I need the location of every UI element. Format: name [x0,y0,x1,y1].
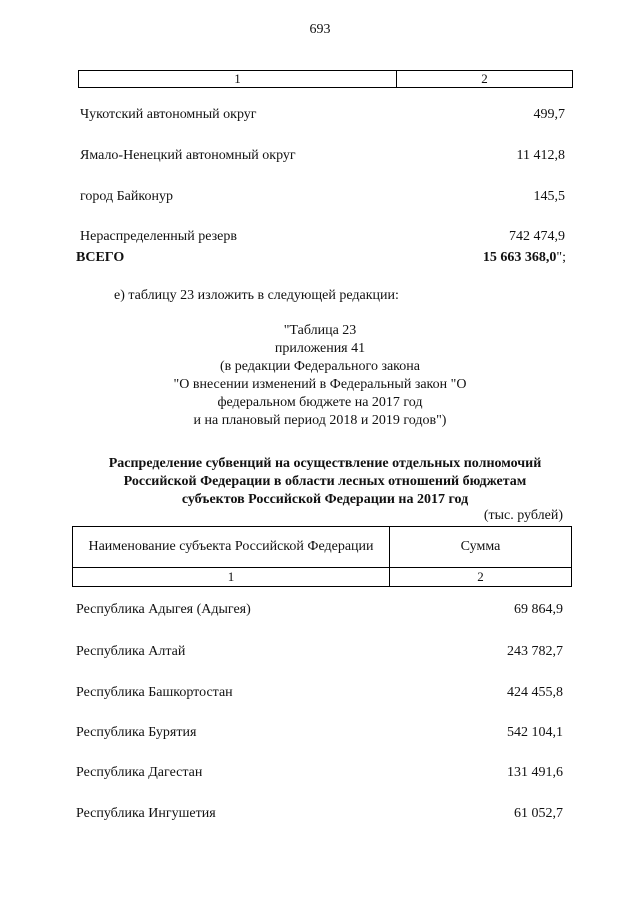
table-row-name: Республика Бурятия [76,725,197,740]
title-line: Российской Федерации в области лесных отношений бюджетам [123,474,527,489]
title-line: Распределение субвенций на осуществление отдельных полномочий [108,456,542,471]
table-row-value: 69 864,9 [514,602,563,617]
page-number: 693 [309,22,331,37]
caption-line: "Таблица 23 [283,323,357,338]
top-table-header [78,70,573,88]
top-row-name: Ямало-Ненецкий автономный округ [80,148,296,163]
table-row-name: Республика Алтай [76,644,186,659]
header-sum-col: Сумма [460,539,501,554]
instruction-text: е) таблицу 23 изложить в следующей редакции: [114,288,399,303]
top-row-value: 742 474,9 [509,229,565,244]
top-row-value: 11 412,8 [516,148,565,163]
table-caption [90,322,550,430]
table-row-name: Республика Башкортостан [76,685,233,700]
table-row-value: 131 491,6 [507,765,563,780]
title-line: субъектов Российской Федерации на 2017 год [181,492,469,507]
caption-line: приложения 41 [274,341,366,356]
top-row-value: 145,5 [533,189,565,204]
total-value [380,250,566,266]
subsidy-table-header [72,526,572,587]
caption-line: и на плановый период 2018 и 2019 годов") [193,413,447,428]
top-row-value: 499,7 [533,107,565,122]
table-row-value: 424 455,8 [507,685,563,700]
top-row-name: Чукотский автономный округ [80,107,257,122]
header-name-col: Наименование субъекта Российской Федерации [73,527,390,567]
document-title [80,455,570,509]
table-row-value: 243 782,7 [507,644,563,659]
top-header-col1: 1 [79,71,397,87]
table-row-value: 542 104,1 [507,725,563,740]
table-row-value: 61 052,7 [514,806,563,821]
caption-line: федеральном бюджете на 2017 год [217,395,423,410]
units-label: (тыс. рублей) [483,508,563,523]
total-amount: 15 663 368,0 [482,250,557,265]
top-row-name: Нераспределенный резерв [80,229,237,244]
top-header-col2: 2 [481,71,488,86]
header-num1: 1 [73,568,390,586]
table-row-name: Республика Ингушетия [76,806,216,821]
total-label: ВСЕГО [76,250,125,265]
header-number-row [73,568,571,586]
header-num2: 2 [477,569,484,584]
table-row-name: Республика Адыгея (Адыгея) [76,602,251,617]
header-row [73,527,571,568]
total-suffix: "; [556,250,566,265]
table-row-name: Республика Дагестан [76,765,203,780]
top-row-name: город Байконур [80,189,173,204]
caption-line: (в редакции Федерального закона [220,359,420,374]
caption-line: "О внесении изменений в Федеральный закон "О [173,377,467,392]
